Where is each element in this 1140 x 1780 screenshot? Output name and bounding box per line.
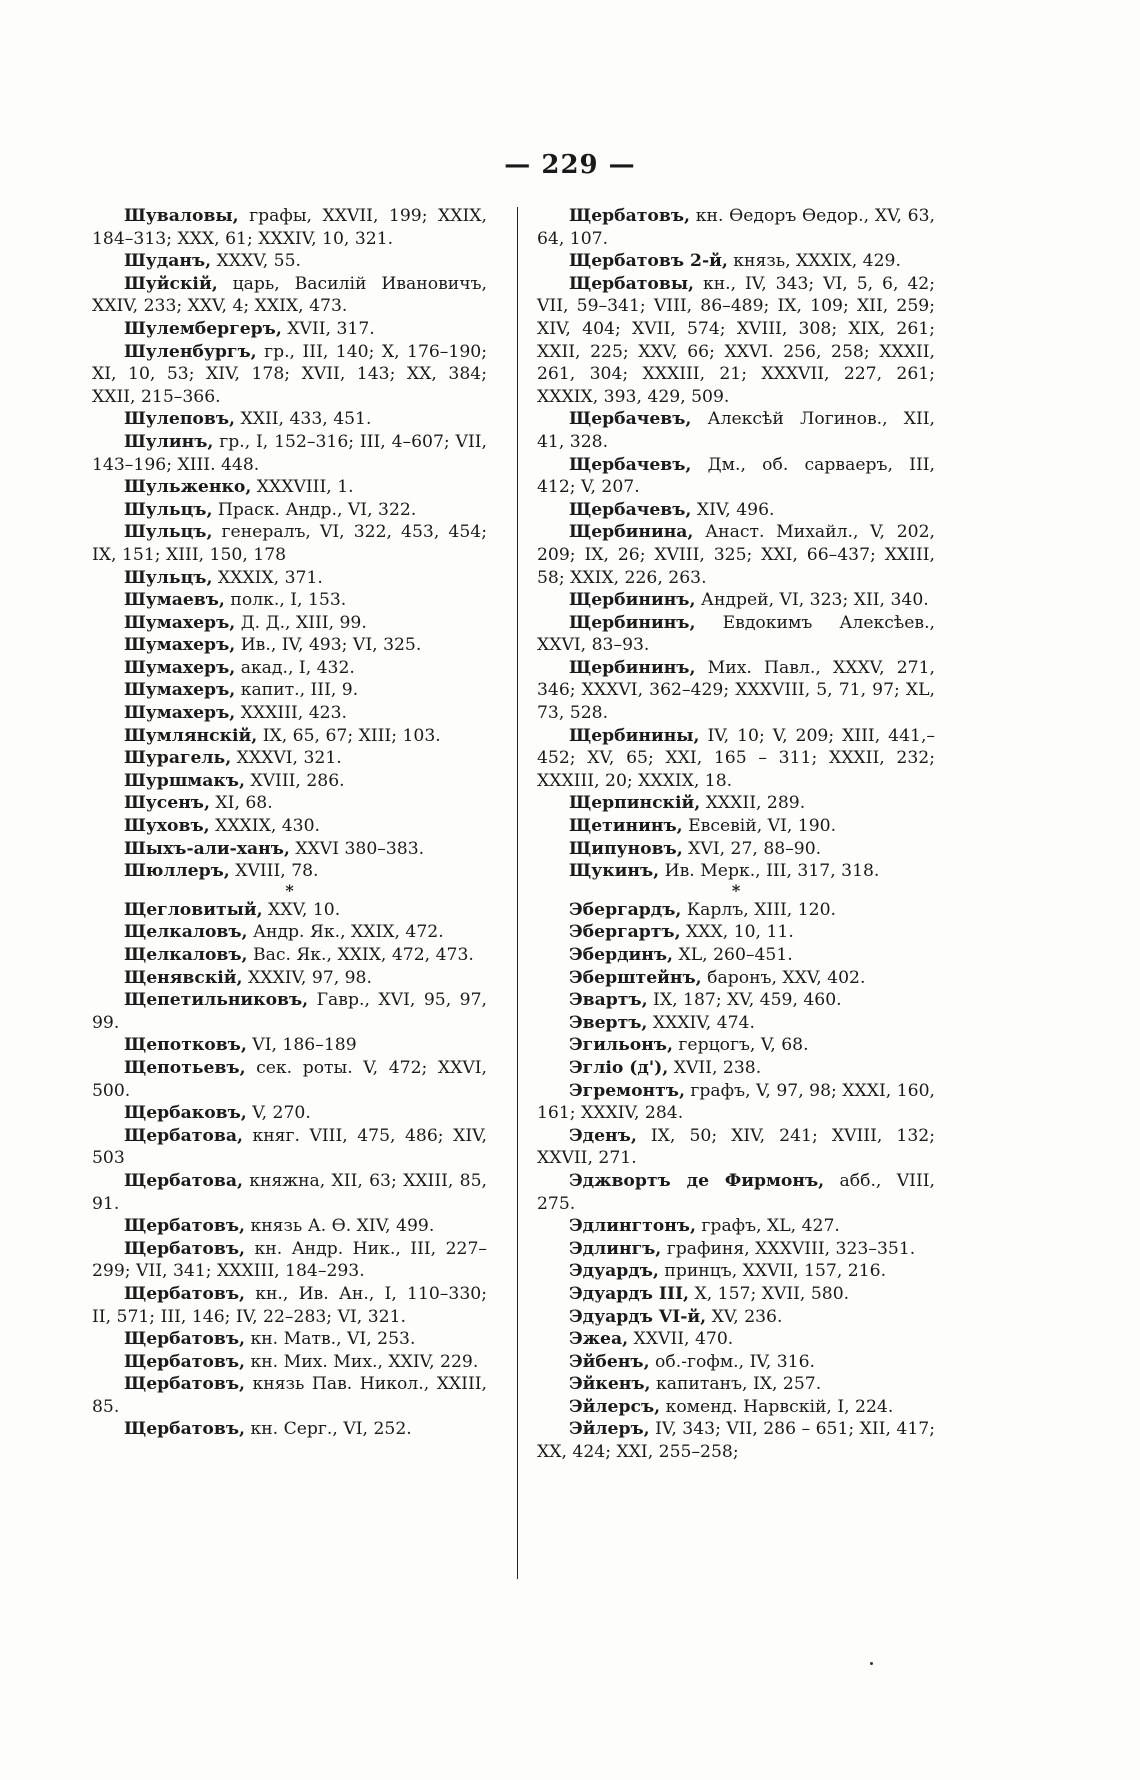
entry-name: Щербатовъ, — [569, 206, 691, 226]
entry-references: Анаст. Михайл., V, 202, 209; IX, 26; XVIII, 325; XXI, 66–437; XXIII, 58; XXIX, 226, 263. — [537, 522, 935, 588]
entry-name: Шулеповъ, — [124, 409, 236, 430]
entry-references: об.-гофм., IV, 316. — [649, 1351, 815, 1372]
entry-references: генералъ, VI, 322, 453, 454; IX, 151; XIII, 150, 178 — [92, 522, 487, 565]
entry-name: Щербатовъ, — [124, 1238, 246, 1259]
entry-references: Алексѣй Логинов., XII, 41, 328. — [537, 409, 935, 452]
entry-references: Карлъ, XIII, 120. — [681, 899, 837, 920]
entry-name: Эгліо (д'), — [569, 1057, 669, 1078]
entry-name: Щербининъ, — [569, 612, 696, 633]
index-entry — [537, 1215, 935, 1238]
entry-references: XXXIV, 474. — [647, 1012, 755, 1033]
entry-name: Шульцъ, — [124, 567, 213, 588]
index-entry — [92, 273, 487, 318]
entry-references: абб., VIII, 275. — [537, 1170, 935, 1214]
entry-name: Эдлингъ, — [569, 1238, 662, 1259]
index-entry — [537, 589, 935, 612]
index-entry — [92, 860, 487, 883]
entry-references: VI, 186–189 — [246, 1035, 357, 1056]
entry-references: Андр. Як., XXIX, 472. — [247, 922, 444, 943]
entry-references: XXXV, 55. — [211, 251, 301, 272]
entry-references: Праск. Андр., VI, 322. — [212, 499, 417, 520]
section-separator: * — [731, 880, 741, 900]
index-entry — [92, 1418, 487, 1441]
entry-name: Шуленбургъ, — [124, 341, 257, 362]
section-separator: * — [285, 880, 294, 900]
entry-name: Шумахеръ, — [124, 680, 236, 701]
entry-references: кн. Серг., VI, 252. — [245, 1419, 412, 1440]
entry-references: XXXIV, 97, 98. — [242, 967, 372, 988]
entry-references: IV, 343; VII, 286 – 651; XII, 417; XX, 424; XXI, 255–258; — [537, 1419, 935, 1463]
index-entry — [92, 250, 487, 273]
index-entry — [92, 612, 487, 635]
index-entry — [92, 476, 487, 499]
index-entry — [537, 1034, 935, 1057]
index-entry — [92, 1351, 487, 1374]
entry-name: Эйбенъ, — [569, 1351, 650, 1372]
entry-name: Щегловитый, — [124, 899, 263, 920]
entry-name: Щербининъ, — [569, 657, 696, 678]
entry-name: Шуйскій, — [124, 273, 218, 294]
entry-references: XI, 68. — [209, 793, 273, 814]
index-entry — [92, 702, 487, 725]
index-entry — [92, 431, 487, 476]
index-entry — [537, 838, 935, 861]
entry-references: акад., I, 432. — [235, 657, 355, 678]
entry-references: XXXIX, 371. — [212, 567, 323, 588]
entry-name: Щербатовъ, — [124, 1283, 246, 1304]
entry-references: XXXII, 289. — [700, 793, 806, 814]
entry-name: Эйкенъ, — [569, 1374, 651, 1395]
index-entry — [537, 989, 935, 1012]
index-entry — [537, 815, 935, 838]
index-entry — [92, 921, 487, 944]
entry-name: Щербаковъ, — [124, 1103, 247, 1124]
entry-references: князь Пав. Никол., XXIII, 85. — [92, 1374, 487, 1417]
entry-name: Эжеа, — [569, 1329, 629, 1350]
left-column — [92, 205, 487, 1441]
entry-name: Щербинина, — [569, 522, 694, 543]
entry-name: Щетининъ, — [569, 816, 683, 837]
entry-name: Шурагель, — [124, 748, 232, 769]
index-entry — [537, 1057, 935, 1080]
index-entry — [92, 318, 487, 341]
entry-references: гр., III, 140; X, 176–190; XI, 10, 53; XIV, 178; XVII, 143; XX, 384; XXII, 215–366. — [92, 341, 487, 407]
entry-references: Ив. Мерк., III, 317, 318. — [659, 861, 880, 882]
index-entry — [537, 725, 935, 793]
entry-references: Гавр., XVI, 95, 97, 99. — [92, 990, 487, 1033]
entry-name: Шумахеръ, — [124, 635, 236, 656]
entry-references: графы, XXVII, 199; XXIX, 184–313; XXX, 61; XXXIV, 10, 321. — [92, 206, 487, 249]
entry-references: XVII, 317. — [281, 318, 375, 339]
index-entry — [537, 1260, 935, 1283]
entry-name: Щербачевъ, — [569, 454, 692, 475]
entry-references: XV, 236. — [706, 1306, 783, 1327]
entry-references: XXVI 380–383. — [289, 838, 425, 859]
entry-name: Эйлерсъ, — [569, 1396, 661, 1417]
entry-name: Эйлеръ, — [569, 1419, 650, 1440]
entry-name: Шумахеръ, — [124, 657, 236, 678]
index-entry — [92, 838, 487, 861]
index-entry — [537, 521, 935, 589]
index-entry — [537, 1373, 935, 1396]
entry-references: IX, 50; XIV, 241; XVIII, 132; XXVII, 271. — [537, 1125, 935, 1169]
index-entry — [537, 1418, 935, 1463]
right-column — [537, 205, 935, 1464]
entry-references: графъ, XL, 427. — [695, 1216, 840, 1237]
index-entry — [537, 899, 935, 922]
index-entry — [92, 589, 487, 612]
index-entry — [92, 1170, 487, 1215]
entry-name: Шуданъ, — [124, 251, 212, 272]
index-entry — [537, 860, 935, 883]
entry-name: Шуршмакъ, — [124, 770, 245, 791]
entry-name: Эдлингтонъ, — [569, 1216, 696, 1237]
entry-name: Эбергартъ, — [569, 922, 681, 943]
entry-references: XXXVIII, 1. — [251, 477, 354, 498]
index-entry — [92, 1283, 487, 1328]
entry-name: Щербатовъ 2-й, — [569, 251, 728, 272]
entry-references: сек. роты. V, 472; XXVI, 500. — [92, 1057, 487, 1101]
entry-name: Щербатовъ, — [124, 1419, 246, 1440]
entry-name: Щепетильниковъ, — [124, 990, 309, 1011]
entry-name: Эвертъ, — [569, 1012, 648, 1033]
entry-name: Щелкаловъ, — [124, 945, 248, 965]
entry-references: полк., I, 153. — [224, 590, 347, 611]
entry-references: князь, XXXIX, 429. — [727, 251, 901, 272]
index-entry — [92, 567, 487, 590]
entry-name: Шыхъ-али-ханъ, — [124, 838, 290, 859]
entry-name: Эгильонъ, — [569, 1035, 673, 1056]
entry-references: капит., III, 9. — [235, 680, 359, 701]
entry-references: князь А. Ѳ. XIV, 499. — [245, 1216, 435, 1237]
entry-name: Шульцъ, — [124, 522, 213, 543]
entry-name: Щербатовы, — [569, 273, 695, 294]
index-entry — [537, 1012, 935, 1035]
index-entry — [92, 679, 487, 702]
entry-name: Щерпинскій, — [569, 793, 701, 814]
index-entry — [92, 967, 487, 990]
entry-name: Шуховъ, — [124, 816, 210, 837]
entry-references: Евсевій, VI, 190. — [682, 816, 837, 837]
entry-references: XXXIII, 423. — [235, 703, 347, 724]
index-entry — [92, 1238, 487, 1283]
entry-name: Эбердинъ, — [569, 945, 674, 965]
entry-name: Эдуардъ VI-й, — [569, 1306, 707, 1327]
entry-references: кн. Матв., VI, 253. — [245, 1329, 416, 1350]
entry-references: кн. Андр. Ник., III, 227–299; VII, 341; XXXIII, 184–293. — [92, 1238, 487, 1282]
entry-references: X, 157; XVII, 580. — [689, 1283, 850, 1304]
entry-references: царь, Василій Ивановичъ, XXIV, 233; XXV, 4; XXIX, 473. — [92, 273, 487, 317]
entry-references: XL, 260–451. — [673, 945, 793, 965]
index-entry — [537, 408, 935, 453]
index-entry — [92, 944, 487, 967]
index-entry — [537, 1238, 935, 1261]
entry-name: Эберштейнъ, — [569, 967, 702, 988]
index-entry — [92, 1102, 487, 1125]
entry-references: XXVII, 470. — [628, 1329, 734, 1350]
entry-name: Щукинъ, — [569, 861, 660, 882]
index-entry — [537, 657, 935, 725]
index-entry — [537, 612, 935, 657]
entry-references: IX, 65, 67; XIII; 103. — [257, 725, 441, 746]
entry-references: кн. Мих. Мих., XXIV, 229. — [245, 1351, 479, 1372]
index-entry — [537, 967, 935, 990]
entry-references: XXV, 10. — [262, 899, 341, 920]
index-entry — [92, 792, 487, 815]
entry-references: капитанъ, IX, 257. — [650, 1374, 822, 1395]
index-entry — [92, 770, 487, 793]
entry-name: Эдуардъ, — [569, 1261, 659, 1282]
index-entry — [92, 205, 487, 250]
entry-name: Шульженко, — [124, 477, 252, 498]
index-entry — [92, 657, 487, 680]
index-entry — [92, 521, 487, 566]
entry-name: Щербатовъ, — [124, 1374, 246, 1395]
index-entry — [537, 1080, 935, 1125]
entry-references: Дм., об. сарваеръ, III, 412; V, 207. — [537, 454, 935, 498]
entry-references: кн., Ив. Ан., I, 110–330; II, 571; III, 146; IV, 22–283; VI, 321. — [92, 1283, 487, 1327]
entry-name: Шулембергеръ, — [124, 318, 282, 339]
entry-references: XIV, 496. — [691, 499, 775, 520]
entry-references: XXII, 433, 451. — [235, 409, 372, 430]
entry-name: Эвартъ, — [569, 990, 648, 1011]
index-entry — [92, 1034, 487, 1057]
index-entry — [537, 250, 935, 273]
entry-references: кн., IV, 343; VI, 5, 6, 42; VII, 59–341; VIII, 86–489; IX, 109; XII, 259; XIV, 404; XVII, 574; XVIII, 308; XIX, 261; XXII, 225; XXV, 66; XXVI. 256, 258; XXXII, 261, 304; XXXIII, 21; XXXVII, 227, 261; XXXIX, 393, 429, 509. — [537, 273, 935, 407]
entry-references: Ив., IV, 493; VI, 325. — [235, 635, 422, 656]
index-entry — [92, 747, 487, 770]
index-entry — [537, 1396, 935, 1419]
entry-references: принцъ, XXVII, 157, 216. — [658, 1261, 887, 1282]
entry-references: гр., I, 152–316; III, 4–607; VII, 143–196; XIII. 448. — [92, 431, 487, 475]
entry-name: Шюллеръ, — [124, 861, 230, 882]
entry-references: V, 270. — [246, 1103, 311, 1124]
entry-name: Щербинины, — [569, 725, 700, 746]
index-entry — [92, 499, 487, 522]
entry-references: графиня, XXXVIII, 323–351. — [661, 1238, 916, 1259]
index-entry — [537, 944, 935, 967]
entry-references: кн. Ѳедоръ Ѳедор., XV, 63, 64, 107. — [537, 206, 935, 249]
entry-name: Эджвортъ де Фирмонъ, — [569, 1170, 825, 1191]
entry-references: Д. Д., XIII, 99. — [235, 612, 367, 633]
index-entry — [92, 1057, 487, 1102]
index-entry — [537, 1328, 935, 1351]
entry-name: Шульцъ, — [124, 499, 213, 520]
entry-references: XVIII, 78. — [229, 861, 319, 882]
entry-name: Щепотьевъ, — [124, 1057, 246, 1078]
index-entry — [537, 205, 935, 250]
index-entry — [537, 1351, 935, 1374]
index-entry — [537, 921, 935, 944]
entry-references: IX, 187; XV, 459, 460. — [647, 990, 842, 1011]
entry-name: Шумахеръ, — [124, 612, 236, 633]
index-entry — [537, 499, 935, 522]
index-entry — [537, 1170, 935, 1215]
index-entry — [92, 634, 487, 657]
index-entry — [92, 899, 487, 922]
entry-name: Щербатовъ, — [124, 1216, 246, 1237]
entry-references: герцогъ, V, 68. — [672, 1035, 809, 1056]
entry-name: Шумлянскій, — [124, 725, 258, 746]
index-entry — [92, 1373, 487, 1418]
entry-references: баронъ, XXV, 402. — [701, 967, 866, 988]
entry-name: Щербачевъ, — [569, 499, 692, 520]
entry-name: Щипуновъ, — [569, 838, 683, 859]
entry-references: княг. VIII, 475, 486; XIV, 503 — [92, 1125, 487, 1169]
entry-name: Щенявскій, — [124, 967, 243, 988]
index-entry — [92, 989, 487, 1034]
index-entry — [537, 1125, 935, 1170]
entry-name: Шумаевъ, — [124, 590, 225, 611]
entry-references: XVII, 238. — [668, 1057, 762, 1078]
entry-references: графъ, V, 97, 98; XXXI, 160, 161; XXXIV, 284. — [537, 1080, 935, 1124]
entry-name: Щербининъ, — [569, 590, 696, 611]
entry-references: XVIII, 286. — [244, 770, 345, 791]
entry-name: Щербачевъ, — [569, 409, 692, 430]
index-entry — [92, 815, 487, 838]
entry-name: Щербатовъ, — [124, 1329, 246, 1350]
index-entry — [537, 273, 935, 409]
entry-references: XXXVI, 321. — [231, 748, 342, 769]
entry-name: Щелкаловъ, — [124, 922, 248, 943]
entry-name: Щербатова, — [124, 1125, 243, 1146]
entry-name: Шумахеръ, — [124, 703, 236, 724]
index-entry — [537, 1283, 935, 1306]
entry-references: княжна, XII, 63; XXIII, 85, 91. — [92, 1170, 487, 1214]
index-entry — [537, 1306, 935, 1329]
entry-name: Щепотковъ, — [124, 1035, 247, 1056]
index-entry — [92, 1125, 487, 1170]
entry-references: коменд. Нарвскій, I, 224. — [660, 1396, 894, 1417]
entry-references: Мих. Павл., XXXV, 271, 346; XXXVI, 362–429; XXXVIII, 5, 71, 97; XL, 73, 528. — [537, 657, 935, 724]
entry-name: Шуваловы, — [124, 206, 239, 226]
entry-references: XXX, 10, 11. — [680, 922, 794, 943]
index-entry — [92, 1328, 487, 1351]
index-entry — [537, 454, 935, 499]
entry-name: Эбергардъ, — [569, 899, 682, 920]
print-speck — [870, 1662, 873, 1665]
index-entry — [92, 408, 487, 431]
entry-name: Эдуардъ III, — [569, 1283, 690, 1304]
index-entry — [92, 725, 487, 748]
entry-references: IV, 10; V, 209; XIII, 441,–452; XV, 65; XXI, 165 – 311; XXXII, 232; XXXIII, 20; XXXIX, 18. — [537, 725, 935, 791]
entry-name: Шулинъ, — [124, 431, 214, 452]
index-entry — [92, 1215, 487, 1238]
index-entry — [537, 792, 935, 815]
index-entry — [92, 341, 487, 409]
page-number: — 229 — — [504, 150, 636, 180]
entry-references: XVI, 27, 88–90. — [682, 838, 822, 859]
column-divider — [517, 207, 518, 1579]
entry-name: Эденъ, — [569, 1125, 637, 1146]
entry-references: XXXIX, 430. — [209, 816, 321, 837]
entry-name: Щербатова, — [124, 1170, 243, 1191]
entry-name: Шусенъ, — [124, 793, 210, 814]
entry-name: Щербатовъ, — [124, 1351, 246, 1372]
entry-name: Эгремонтъ, — [569, 1080, 685, 1101]
entry-references: Евдокимъ Алексѣев., XXVI, 83–93. — [537, 612, 935, 656]
entry-references: Андрей, VI, 323; XII, 340. — [695, 590, 929, 611]
entry-references: Вас. Як., XXIX, 472, 473. — [247, 945, 474, 965]
